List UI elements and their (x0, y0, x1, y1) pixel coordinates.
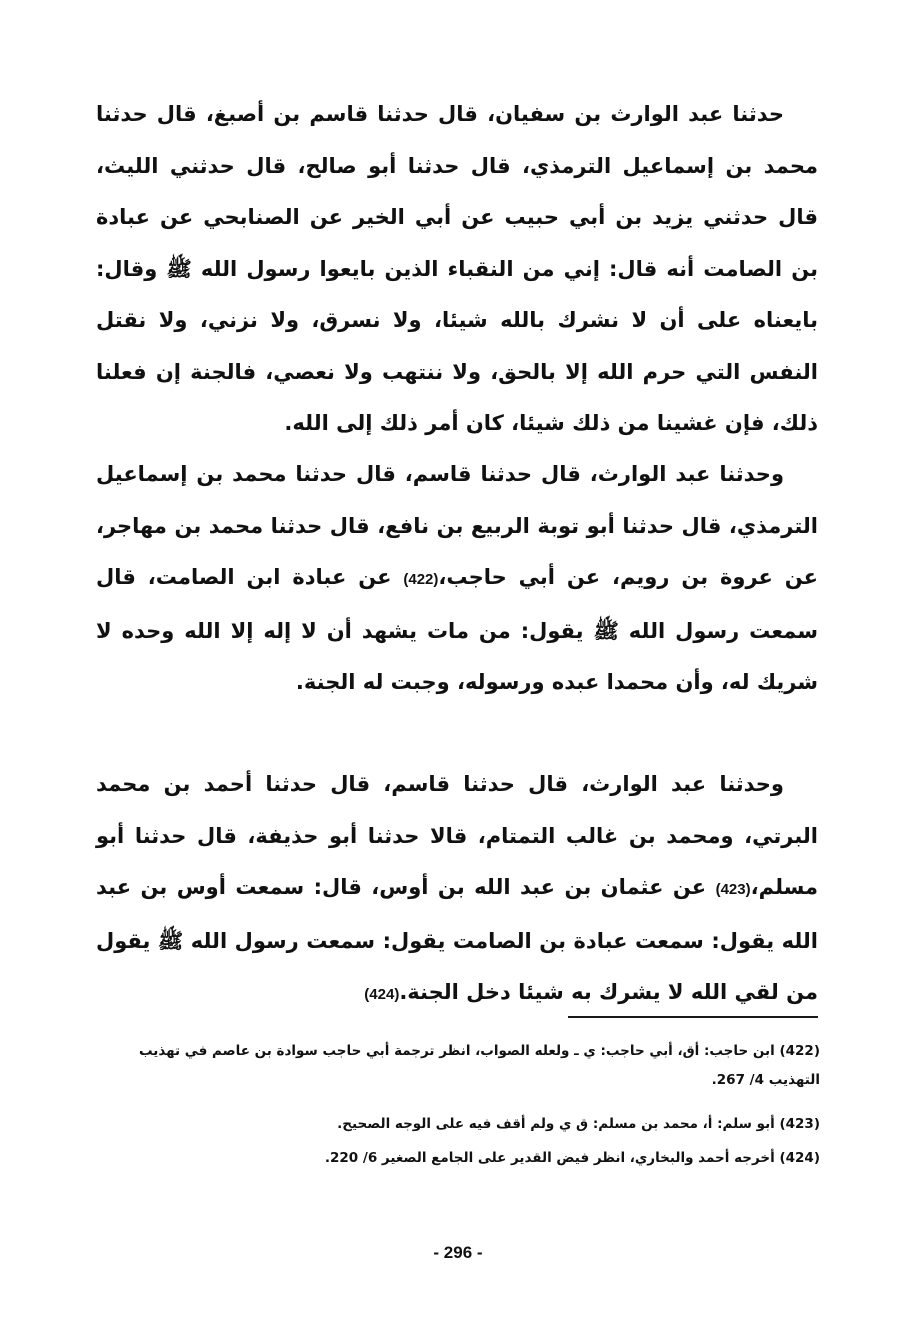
page-number: - 296 - (433, 1243, 483, 1262)
footnote-ref-423: (423) (715, 881, 751, 898)
paragraph-3 (96, 759, 818, 1021)
paragraph-3-text-middle: عن عثمان بن عبد الله بن أوس، قال: سمعت أوس بن عبد الله يقول: سمعت عبادة بن الصامت يقول: سمعت رسول الله ﷺ يقول من لقي الله لا يشرك به شيئا دخل الجنة. (96, 875, 818, 1004)
paragraph-2 (96, 449, 818, 709)
footnote-number: (424) (779, 1150, 820, 1166)
footnote-number: (423) (779, 1116, 820, 1132)
footnote-424 (86, 1144, 820, 1173)
footnote-423 (86, 1110, 820, 1139)
paragraph-1 (96, 89, 818, 450)
footnote-number: (422) (779, 1043, 820, 1059)
footnote-ref-422: (422) (403, 571, 439, 588)
footnote-divider (568, 1016, 818, 1018)
paragraph-3-text-before-ref: وحدثنا عبد الوارث، قال حدثنا قاسم، قال حدثنا أحمد بن محمد البرتي، ومحمد بن غالب التمتام، قالا حدثنا أبو حذيفة، قال حدثنا أبو مسلم، (96, 772, 819, 899)
footnote-text: أخرجه أحمد والبخاري، انظر فيض القدير على الجامع الصغير 6/ 220. (324, 1150, 775, 1166)
footnote-text: أبو سلم: أ، محمد بن مسلم: ق ي ولم أقف فيه على الوجه الصحيح. (337, 1116, 775, 1132)
footnote-text: ابن حاجب: أق، أبي حاجب: ي ـ ولعله الصواب، انظر ترجمة أبي حاجب سوادة بن عاصم في تهذيب التهذيب 4/ 267. (138, 1043, 820, 1088)
footnote-ref-424: (424) (364, 986, 400, 1003)
footnote-422 (86, 1037, 820, 1095)
paragraph-2-text-before-ref: وحدثنا عبد الوارث، قال حدثنا قاسم، قال حدثنا محمد بن إسماعيل الترمذي، قال حدثنا أبو توبة الربيع بن نافع، قال حدثنا محمد بن مهاجر، عن عروة بن رويم، عن أبي حاجب، (96, 462, 818, 589)
paragraph-1-text: حدثنا عبد الوارث بن سفيان، قال حدثنا قاسم بن أصبغ، قال حدثنا محمد بن إسماعيل الترمذي، قال حدثنا أبو صالح، قال حدثني الليث، قال حدثني يزيد بن أبي حبيب عن أبي الخير عن الصنابحي عن عبادة بن الصامت أنه قال: إني من النقباء الذين بايعوا رسول الله ﷺ وقال: بايعناه على أن لا نشرك بالله شيئا، ولا نسرق، ولا نزني، ولا نقتل النفس التي حرم الله إلا بالحق، ولا ننتهب ولا نعصي، فالجنة إن فعلنا ذلك، فإن غشينا من ذلك شيئا، كان أمر ذلك إلى الله. (96, 102, 818, 435)
paragraph-2-text-after-ref: عن عبادة ابن الصامت، قال سمعت رسول الله ﷺ يقول: من مات يشهد أن لا إله إلا الله وحده لا شريك له، وأن محمدا عبده ورسوله، وجبت له الجنة. (96, 565, 818, 694)
